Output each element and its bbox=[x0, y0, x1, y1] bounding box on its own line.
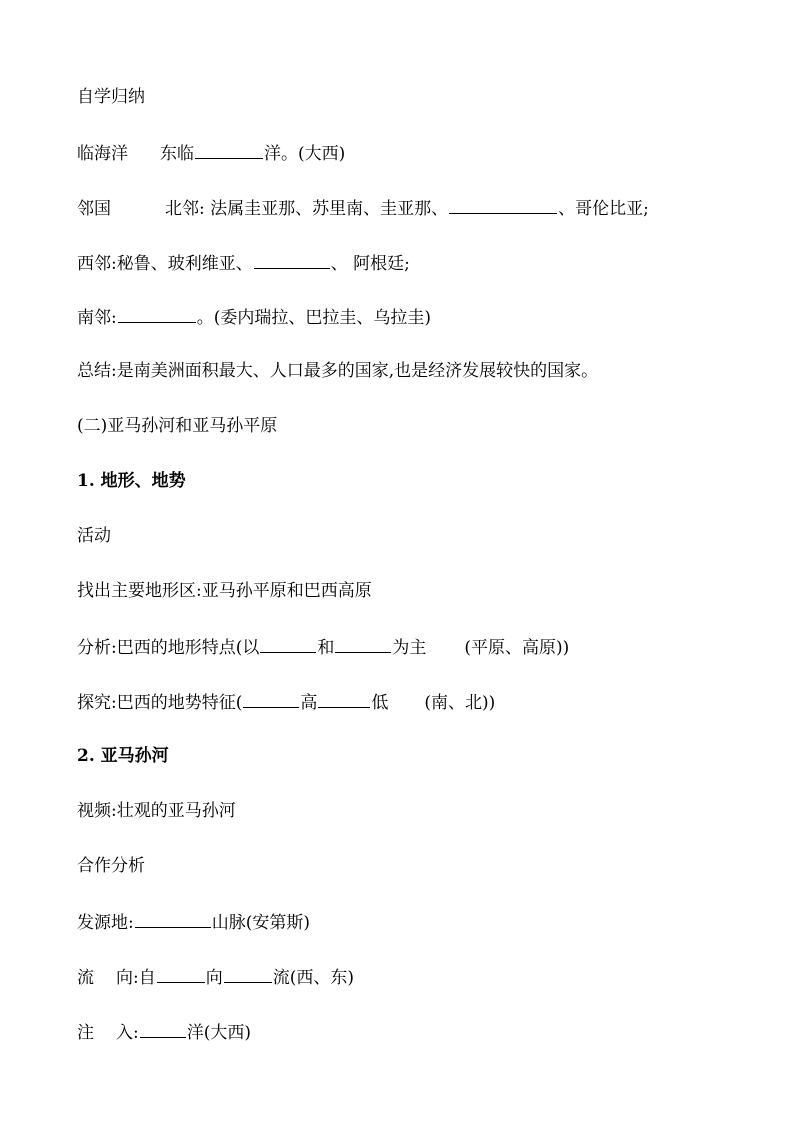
explore-text-c: 低 bbox=[371, 693, 389, 713]
blank-flow-2[interactable] bbox=[224, 963, 272, 983]
analysis-text-a: 分析:巴西的地形特点(以 bbox=[77, 638, 260, 658]
flow-text-a: 流 bbox=[77, 968, 94, 988]
summary-line bbox=[77, 358, 598, 384]
video-line bbox=[77, 798, 236, 824]
section-heading bbox=[77, 413, 277, 439]
coop-text: 合作分析 bbox=[77, 856, 145, 876]
analysis-text-b: 和 bbox=[317, 638, 335, 658]
sea-label: 临海洋 bbox=[77, 144, 128, 164]
subheading-terrain-text: 1. 地形、地势 bbox=[77, 471, 186, 491]
south-line bbox=[77, 303, 431, 329]
blank-analysis-1[interactable] bbox=[260, 633, 316, 653]
analysis-text-d: (平原、高原)) bbox=[464, 638, 570, 658]
video-text: 视频:壮观的亚马孙河 bbox=[77, 801, 236, 821]
inflow-text-a: 注 bbox=[77, 1023, 94, 1043]
find-line bbox=[77, 578, 372, 604]
source-text-b: 山脉(安第斯) bbox=[211, 913, 310, 933]
blank-north[interactable] bbox=[449, 194, 557, 214]
north-text-a: 北邻: 法属圭亚那、苏里南、圭亚那、 bbox=[165, 199, 449, 219]
source-line bbox=[77, 908, 310, 934]
flow-text-c: 向 bbox=[205, 968, 223, 988]
analysis-line bbox=[77, 633, 569, 659]
flow-text-d: 流(西、东) bbox=[272, 968, 354, 988]
blank-inflow[interactable] bbox=[140, 1018, 186, 1038]
blank-flow-1[interactable] bbox=[157, 963, 205, 983]
neighbors-line bbox=[77, 194, 649, 220]
summary-text: 总结:是南美洲面积最大、人口最多的国家,也是经济发展较快的国家。 bbox=[77, 361, 599, 381]
flow-line bbox=[77, 963, 354, 989]
section-heading-text: (二)亚马孙河和亚马孙平原 bbox=[77, 416, 278, 436]
subheading-amazon-text: 2. 亚马孙河 bbox=[77, 746, 169, 766]
subheading-terrain bbox=[77, 468, 186, 494]
sea-line bbox=[77, 139, 345, 165]
blank-sea[interactable] bbox=[195, 139, 263, 159]
explore-text-b: 高 bbox=[300, 693, 318, 713]
blank-analysis-2[interactable] bbox=[335, 633, 391, 653]
subheading-amazon bbox=[77, 743, 169, 769]
south-text-a: 南邻: bbox=[77, 308, 117, 328]
sea-text-b: 洋。(大西) bbox=[264, 144, 346, 164]
explore-text-a: 探究:巴西的地势特征( bbox=[77, 693, 243, 713]
coop-line bbox=[77, 853, 145, 879]
blank-explore-1[interactable] bbox=[243, 688, 299, 708]
blank-south[interactable] bbox=[118, 303, 196, 323]
west-text-a: 西邻:秘鲁、玻利维亚、 bbox=[77, 254, 253, 274]
explore-line bbox=[77, 688, 495, 714]
analysis-text-c: 为主 bbox=[392, 638, 427, 658]
blank-explore-2[interactable] bbox=[318, 688, 370, 708]
heading-text: 自学归纳 bbox=[77, 87, 145, 107]
blank-source[interactable] bbox=[135, 908, 211, 928]
heading-self-study bbox=[77, 84, 145, 110]
west-line bbox=[77, 249, 410, 275]
blank-west[interactable] bbox=[254, 249, 330, 269]
south-text-b: 。(委内瑞拉、巴拉圭、乌拉圭) bbox=[196, 308, 431, 328]
inflow-line bbox=[77, 1018, 251, 1044]
find-text: 找出主要地形区:亚马孙平原和巴西高原 bbox=[77, 581, 372, 601]
activity-line bbox=[77, 523, 111, 549]
inflow-text-b: 入: bbox=[116, 1023, 139, 1043]
source-text-a: 发源地: bbox=[77, 913, 134, 933]
north-text-b: 、哥伦比亚; bbox=[558, 199, 649, 219]
west-text-b: 、 阿根廷; bbox=[330, 254, 410, 274]
flow-text-b: 向:自 bbox=[116, 968, 156, 988]
neighbors-label: 邻国 bbox=[77, 199, 111, 219]
activity-text: 活动 bbox=[77, 526, 111, 546]
sea-text-a: 东临 bbox=[160, 144, 194, 164]
explore-text-d: (南、北)) bbox=[424, 693, 496, 713]
inflow-text-c: 洋(大西) bbox=[186, 1023, 251, 1043]
